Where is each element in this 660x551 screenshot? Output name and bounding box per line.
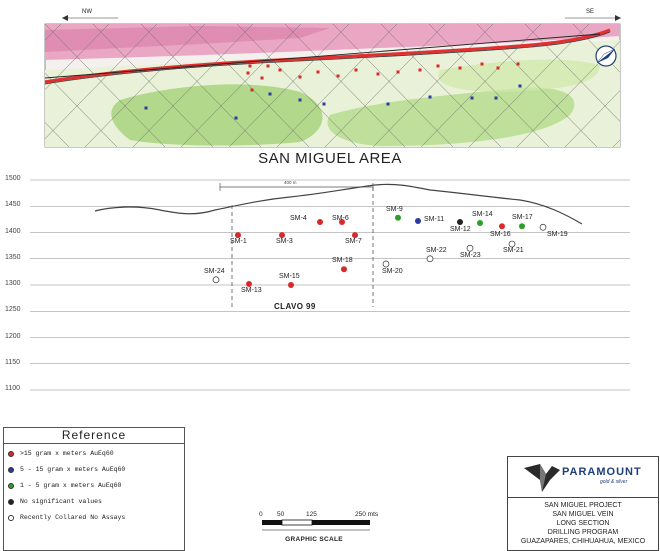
plan-hole-marker — [317, 71, 320, 74]
legend-dot-icon — [8, 451, 14, 457]
legend-label: 1 - 5 gram x meters AuEq60 — [20, 482, 122, 489]
plan-hole-marker — [519, 85, 522, 88]
drill-hole-label: SM-22 — [426, 246, 447, 254]
drill-hole-sm-11 — [415, 218, 421, 224]
title-block-line: SAN MIGUEL VEIN — [552, 511, 614, 518]
plan-hole-marker — [437, 65, 440, 68]
scale-label-125: 125 — [306, 511, 317, 518]
scale-title: GRAPHIC SCALE — [285, 536, 343, 543]
plan-hole-marker — [145, 107, 148, 110]
elevation-tick-label: 1250 — [5, 306, 21, 314]
legend-item — [8, 450, 114, 457]
plan-hole-marker — [355, 69, 358, 72]
drill-hole-label: SM-13 — [241, 286, 262, 294]
scale-label-50: 50 — [277, 511, 285, 518]
reference-legend — [3, 427, 185, 551]
elevation-tick-label: 1500 — [5, 175, 21, 182]
legend-dot-icon — [8, 499, 14, 505]
plan-hole-marker — [247, 72, 250, 75]
drill-hole-sm-12 — [457, 219, 463, 225]
plan-hole-marker — [517, 63, 520, 66]
drill-hole-label: SM-15 — [279, 273, 300, 280]
drill-hole-label: SM-16 — [490, 231, 511, 239]
drill-hole-sm-15 — [288, 282, 294, 288]
elevation-tick-label: 1450 — [5, 201, 21, 209]
drill-hole-sm-24 — [213, 277, 219, 283]
graphic-scale — [262, 520, 370, 530]
se-label: SE — [586, 9, 595, 15]
plan-hole-marker — [471, 97, 474, 100]
drill-hole-sm-23 — [467, 245, 473, 251]
nw-label: NW — [82, 9, 92, 15]
plan-hole-marker — [495, 97, 498, 100]
drill-hole-label: SM-3 — [276, 238, 293, 246]
plan-hole-marker — [299, 76, 302, 79]
plan-hole-marker — [251, 89, 254, 92]
drill-hole-label: SM-19 — [547, 231, 568, 239]
plan-hole-marker — [459, 67, 462, 70]
title-block-line: GUAZAPARES, CHIHUAHUA, MEXICO — [520, 538, 646, 545]
plan-hole-marker — [337, 75, 340, 78]
title-block — [507, 456, 659, 551]
elevation-tick-label: 1300 — [5, 280, 21, 287]
scale-label-250: 250 mts — [355, 511, 379, 518]
paramount-logo-icon — [522, 460, 562, 496]
elevation-tick-label: 1200 — [5, 332, 21, 340]
plan-hole-marker — [279, 69, 282, 72]
drill-hole-label: SM-9 — [386, 205, 403, 213]
plan-hole-marker — [429, 96, 432, 99]
company-logo — [508, 457, 658, 498]
title-block-line: LONG SECTION — [556, 520, 610, 527]
long-section — [30, 180, 630, 390]
se-marker — [565, 15, 621, 21]
plan-hole-marker — [397, 71, 400, 74]
drill-hole-sm-22 — [427, 256, 433, 262]
plan-hole-marker — [481, 63, 484, 66]
drill-hole-label: SM-20 — [382, 268, 403, 275]
north-arrow-icon — [596, 46, 616, 66]
drill-hole-label: SM-21 — [503, 247, 524, 255]
plan-hole-marker — [249, 65, 252, 68]
elevation-tick-label: 1350 — [5, 253, 21, 261]
drill-hole-label: SM-23 — [460, 252, 481, 260]
drill-hole-sm-20 — [383, 261, 389, 267]
drill-hole-sm-14 — [477, 220, 483, 226]
company-tagline: gold & silver — [600, 479, 628, 485]
plan-hole-marker — [269, 93, 272, 96]
legend-item — [8, 514, 125, 521]
drill-hole-label: SM-1 — [230, 238, 247, 246]
drill-hole-label: SM-7 — [345, 238, 362, 246]
legend-label: >15 gram x meters AuEq60 — [20, 450, 114, 457]
section-drill-holes — [213, 215, 546, 288]
elevation-tick-label: 1150 — [5, 358, 21, 366]
legend-label: No significant values — [20, 498, 102, 505]
legend-label: 5 - 15 gram x meters AuEq60 — [20, 466, 126, 473]
plan-hole-marker — [497, 67, 500, 70]
plan-hole-marker — [323, 103, 326, 106]
company-name: PARAMOUNT — [562, 466, 642, 478]
plan-map — [0, 24, 660, 147]
legend-dot-icon — [8, 515, 14, 521]
elevation-tick-label: 1400 — [5, 227, 21, 235]
distance-label: 400 m — [284, 180, 297, 185]
drill-hole-sm-4 — [317, 219, 323, 225]
plan-hole-marker — [419, 69, 422, 72]
elevation-tick-label: 1100 — [5, 385, 21, 392]
legend-dot-icon — [8, 467, 14, 473]
drill-hole-sm-17 — [519, 223, 525, 229]
plan-hole-marker — [299, 99, 302, 102]
drill-hole-label: SM-14 — [472, 211, 493, 219]
legend-item — [8, 498, 102, 505]
plan-hole-marker — [267, 65, 270, 68]
legend-label: Recently Collared No Assays — [20, 514, 126, 521]
legend-dot-icon — [8, 483, 14, 489]
reference-title: Reference — [4, 428, 184, 444]
drill-hole-label: SM-12 — [450, 226, 471, 233]
drill-hole-label: SM-11 — [424, 215, 445, 223]
drill-hole-label: SM-6 — [332, 215, 349, 222]
plan-hole-marker — [377, 73, 380, 76]
drill-hole-sm-9 — [395, 215, 401, 221]
elevation-gridlines — [30, 180, 630, 390]
scale-label-0: 0 — [259, 511, 263, 518]
drill-hole-label: SM-24 — [204, 267, 225, 275]
plan-hole-marker — [235, 117, 238, 120]
drill-hole-sm-18 — [341, 266, 347, 272]
drill-hole-sm-16 — [499, 223, 505, 229]
drill-hole-label: SM-17 — [512, 214, 533, 222]
legend-item — [8, 466, 125, 473]
drill-hole-sm-19 — [540, 224, 546, 230]
plan-hole-marker — [261, 77, 264, 80]
plan-hole-marker — [387, 103, 390, 106]
nw-marker — [62, 15, 118, 21]
area-title: SAN MIGUEL AREA — [258, 150, 402, 167]
drill-hole-label: SM-4 — [290, 215, 307, 222]
title-block-line: DRILLING PROGRAM — [547, 529, 619, 536]
zone-label: CLAVO 99 — [274, 302, 316, 311]
legend-item — [8, 482, 121, 489]
title-block-line: SAN MIGUEL PROJECT — [544, 502, 622, 509]
drill-hole-label: SM-18 — [332, 257, 353, 265]
